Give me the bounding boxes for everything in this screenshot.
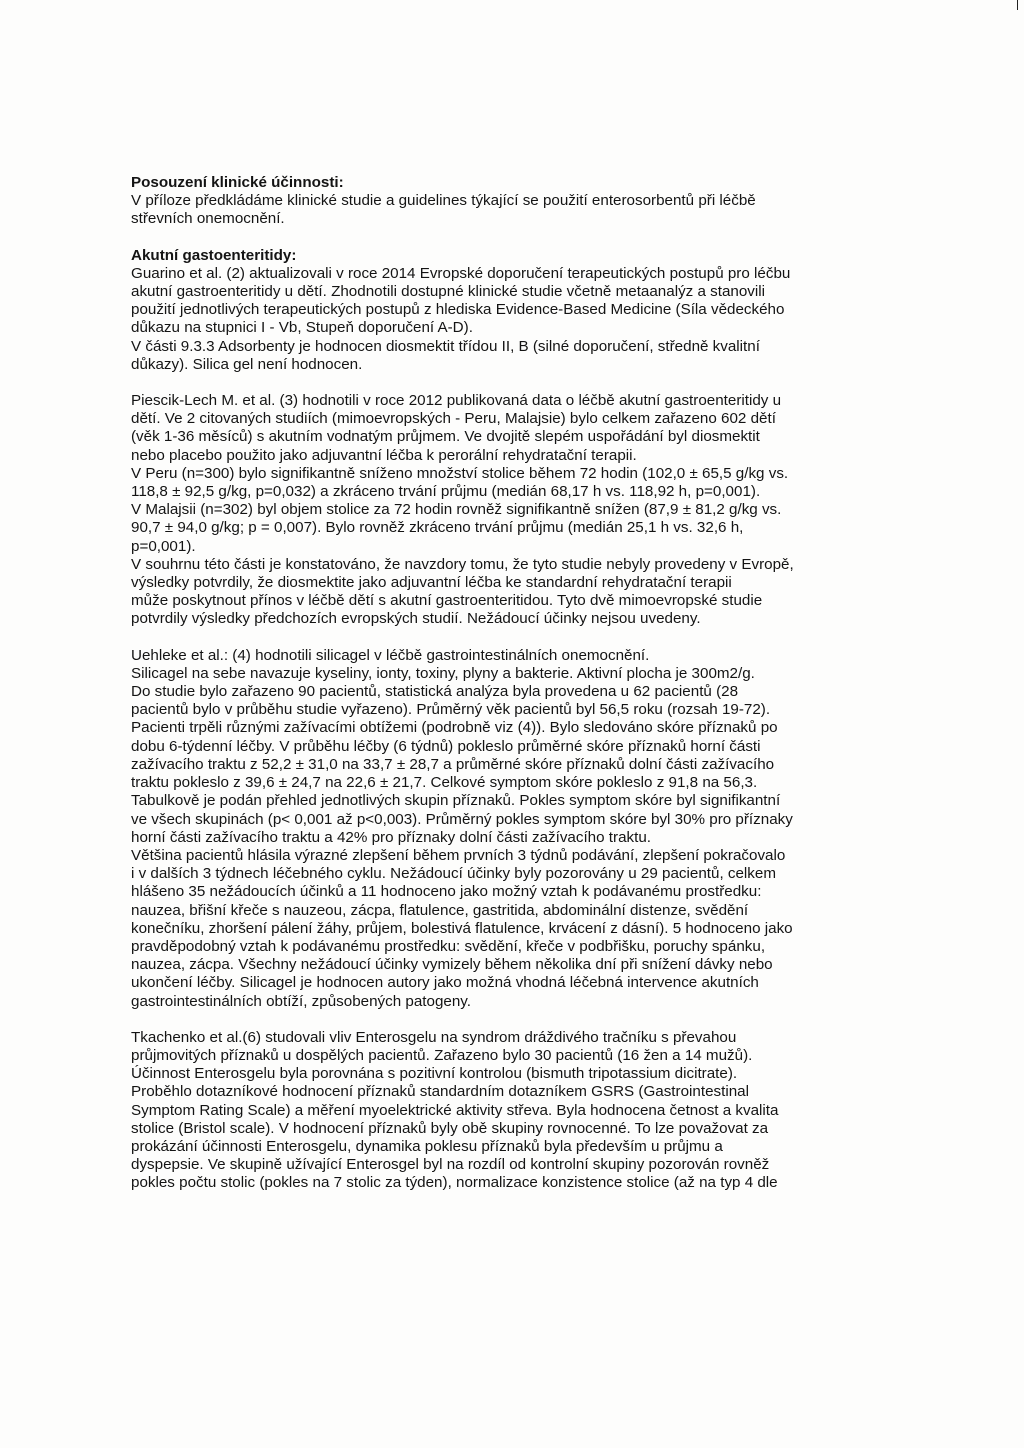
paragraph-line: ve všech skupinách (p< 0,001 až p<0,003). Průměrný pokles symptom skóre byl 30% pro příznaky (131, 810, 793, 828)
paragraph-line: Účinnost Enterosgelu byla porovnána s pozitivní kontrolou (bismuth tripotassium dicitrate). (131, 1065, 738, 1083)
paragraph-line: prokázání účinnosti Enterosgelu, dynamika poklesu příznaků byla především u průjmu a (131, 1137, 723, 1155)
paragraph-line: Tabulkově je podán přehled jednotlivých skupin příznaků. Pokles symptom skóre byl signifikantní (131, 792, 781, 810)
paragraph-line: hlášeno 35 nežádoucích účinků a 11 hodnoceno jako možný vztah k podávanému prostředku: (131, 883, 762, 901)
paragraph-gap (131, 374, 891, 392)
paragraph-guarino (131, 265, 891, 374)
paragraph-line: traktu pokleslo z 39,6 ± 24,7 na 22,6 ± 21,7. Celkové symptom skóre pokleslo z 91,8 na 56,3. (131, 774, 758, 792)
paragraph-line: (věk 1-36 měsíců) s akutním vodnatým průjmem. Ve dvojitě slepém uspořádání byl diosmektit (131, 428, 760, 446)
paragraph-line: Symptom Rating Scale) a měření myoelektrické aktivity střeva. Byla hodnocena četnost a kvalita (131, 1101, 779, 1119)
paragraph-line: Většina pacientů hlásila výrazné zlepšení během prvních 3 týdnů podávání, zlepšení pokračovalo (131, 846, 786, 864)
paragraph-line: potvrdily výsledky předchozích evropských studií. Nežádoucí účinky nejsou uvedeny. (131, 610, 701, 628)
paragraph-line: nebo placebo použito jako adjuvantní léčba k perorální rehydratační terapii. (131, 446, 637, 464)
paragraph-line: V Peru (n=300) bylo signifikantně sníženo množství stolice během 72 hodin (102,0 ± 65,5 g/kg vs. (131, 464, 789, 482)
paragraph-line: dyspepsie. Ve skupině užívající Enterosgel byl na rozdíl od kontrolní skupiny pozorován rovněž (131, 1156, 770, 1174)
paragraph-line: Do studie bylo zařazeno 90 pacientů, statistická analýza byla provedena u 62 pacientů (28 (131, 683, 739, 701)
paragraph-line: důkazu na stupnici I - Vb, Stupeň doporučení A-D). (131, 319, 473, 337)
paragraph-line: p=0,001). (131, 537, 196, 555)
paragraph-line: nauzea, břišní křeče s nauzeou, zácpa, flatulence, gastritida, abdominální distenze, svědění (131, 901, 749, 919)
paragraph-line: střevních onemocnění. (131, 210, 285, 228)
paragraph-line: Proběhlo dotazníkové hodnocení příznaků standardním dotazníkem GSRS (Gastrointestinal (131, 1083, 749, 1101)
paragraph-line: může poskytnout přínos v léčbě dětí s akutní gastroenteritidou. Tyto dvě mimoevropské studie (131, 592, 763, 610)
paragraph-line: Pacienti trpěli různými zažívacími obtížemi (podrobně viz (4)). Bylo sledováno skóre příznaků po (131, 719, 778, 737)
scan-edge-mark (1017, 0, 1018, 10)
paragraph-line: 118,8 ± 92,5 g/kg, p=0,032) a zkráceno trvání průjmu (medián 68,17 h vs. 118,92 h, p=0,001). (131, 483, 761, 501)
paragraph-line: pravděpodobný vztah k podávanému prostředku: svědění, křeče v podbřišku, poruchy spánku, (131, 937, 766, 955)
paragraph-line: ukončení léčby. Silicagel je hodnocen autory jako možná vhodná léčebná intervence akutních (131, 974, 759, 992)
paragraph-line: průjmovitých příznaků u dospělých pacientů. Zařazeno bylo 30 pacientů (16 žen a 14 mužů). (131, 1046, 753, 1064)
paragraph-line: dětí. Ve 2 citovaných studiích (mimoevropských - Peru, Malajsie) bylo celkem zařazeno 602 dětí (131, 410, 776, 428)
section-heading-acute: Akutní gastoenteritidy: (131, 246, 297, 264)
paragraph-line: konečníku, zhoršení pálení žáhy, průjem, bolestivá flatulence, krvácení z dásní). 5 hodnoceno jako (131, 919, 793, 937)
paragraph-line: Tkachenko et al.(6) studovali vliv Enterosgelu na syndrom dráždivého tračníku s převahou (131, 1028, 737, 1046)
paragraph-tkachenko (131, 1029, 891, 1193)
paragraph-line: důkazy). Silica gel není hodnocen. (131, 355, 363, 373)
paragraph-piescik (131, 392, 891, 629)
paragraph-gap (131, 1011, 891, 1029)
paragraph-line: zažívacího traktu z 52,2 ± 31,0 na 33,7 ± 28,7 a průměrné skóre příznaků dolní části zažívacího (131, 755, 775, 773)
paragraph-line: V souhrnu této části je konstatováno, že navzdory tomu, že tyto studie nebyly provedeny v Evropě, (131, 555, 794, 573)
paragraph-line: dobu 6-týdenní léčby. V průběhu léčby (6 týdnů) pokleslo průměrné skóre příznaků horní části (131, 737, 761, 755)
paragraph-line: použití jednotlivých terapeutických postupů z hlediska Evidence-Based Medicine (Síla vědeckého (131, 301, 785, 319)
paragraph-line: nauzea, zácpa. Všechny nežádoucí účinky vymizely během několika dní při snížení dávky nebo (131, 956, 773, 974)
paragraph-uehleke (131, 647, 891, 1011)
paragraph-gap (131, 629, 891, 647)
section-heading-clinical: Posouzení klinické účinnosti: (131, 174, 344, 191)
section-acute (131, 247, 891, 1193)
paragraph-line: Guarino et al. (2) aktualizovali v roce 2014 Evropské doporučení terapeutických postupů pro léčbu (131, 264, 791, 282)
paragraph-line: akutní gastroenteritidy u dětí. Zhodnotili dostupné klinické studie včetně metaanalýz a stanovili (131, 283, 766, 301)
paragraph-line: i v dalších 3 týdnech léčebného cyklu. Nežádoucí účinky byly pozorovány u 29 pacientů, celkem (131, 865, 776, 883)
paragraph-line: stolice (Bristol scale). V hodnocení příznaků byly obě skupiny rovnocenné. To lze považovat za (131, 1119, 769, 1137)
paragraph-line: výsledky potvrdily, že diosmektite jako adjuvantní léčba ke standardní rehydratační terapii (131, 574, 732, 592)
paragraph-line: Piescik-Lech M. et al. (3) hodnotili v roce 2012 publikovaná data o léčbě akutní gastroenteritidy u (131, 392, 782, 410)
paragraph-line: horní části zažívacího traktu a 42% pro příznaky dolní části zažívacího traktu. (131, 828, 652, 846)
paragraph-line: Silicagel na sebe navazuje kyseliny, ionty, toxiny, plyny a bakterie. Aktivní plocha je 300m2/g. (131, 664, 755, 682)
paragraph-line: 90,7 ± 94,0 g/kg; p = 0,007). Bylo rovněž zkráceno trvání průjmu (medián 25,1 h vs. 32,6 h, (131, 519, 744, 537)
section-clinical (131, 174, 891, 229)
paragraph-line: V části 9.3.3 Adsorbenty je hodnocen diosmektit třídou II, B (silné doporučení, středně kvalitní (131, 337, 760, 355)
paragraph-line: V příloze předkládáme klinické studie a guidelines týkající se použití enterosorbentů při léčbě (131, 192, 756, 210)
paragraph-line: pacientů bylo v průběhu studie vyřazeno). Průměrný věk pacientů byl 56,5 roku (rozsah 19-72). (131, 701, 771, 719)
document-body (131, 174, 891, 1193)
paragraph-line: gastrointestinálních obtíží, způsobených patogeny. (131, 992, 471, 1010)
paragraph-line: pokles počtu stolic (pokles na 7 stolic za týden), normalizace konzistence stolice (až na typ 4 dle (131, 1174, 778, 1192)
paragraph-line: V Malajsii (n=302) byl objem stolice za 72 hodin rovněž signifikantně snížen (87,9 ± 81,2 g/kg vs. (131, 501, 782, 519)
paragraph-gap (131, 229, 891, 247)
paragraph-line: Uehleke et al.: (4) hodnotili silicagel v léčbě gastrointestinálních onemocnění. (131, 646, 650, 664)
